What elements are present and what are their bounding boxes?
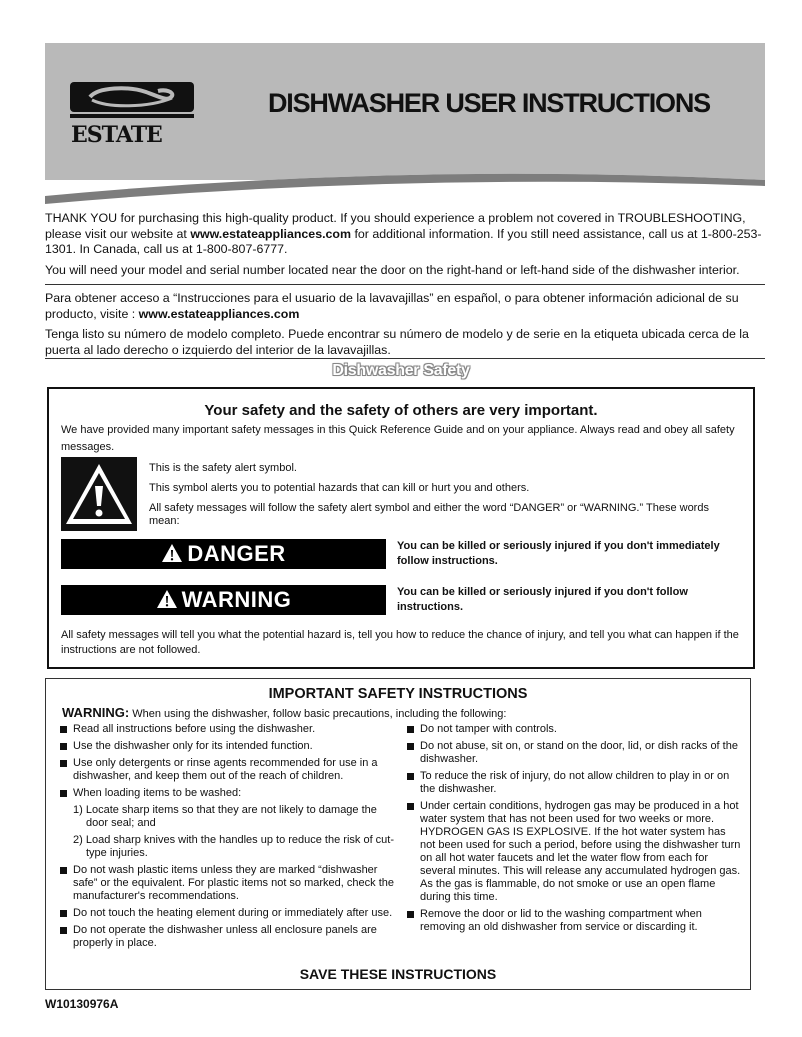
important-warning: WARNING: When using the dishwasher, follow basic precautions, including the following: xyxy=(62,705,507,720)
safety-closing: All safety messages will tell you what the potential hazard is, tell you how to reduce the chance of injury, and tell you what can happen if the instructions are not followed. xyxy=(61,629,739,656)
list-item: Read all instructions before using the dishwasher. xyxy=(60,723,398,736)
list-item: Do not operate the dishwasher unless all enclosure panels are properly in place. xyxy=(60,924,398,950)
save-instructions: SAVE THESE INSTRUCTIONS xyxy=(299,966,497,982)
danger-text: You can be killed or seriously injured if you don't immediately follow instructions. xyxy=(397,540,720,567)
list-item: Use the dishwasher only for its intended function. xyxy=(60,740,398,753)
thank-you-paragraph: THANK YOU for purchasing this high-quality product. If you should experience a problem not covered in TROUBLESHOOTING, please visit our website at www.estateappliances.com for additional information. If you still need assistance, call us at 1-800-253-1301. In Canada, call us at 1-800-807-6777. xyxy=(45,211,762,256)
list-item: Do not abuse, sit on, or stand on the door, lid, or dish racks of the dishwasher. xyxy=(407,740,741,766)
list-item: Do not touch the heating element during or immediately after use. xyxy=(60,907,398,920)
alert-triangle-icon xyxy=(156,589,178,609)
sub-item: 2) Load sharp knives with the handles up to reduce the risk of cut-type injuries. xyxy=(73,834,395,859)
safety-alert-icon xyxy=(61,457,137,531)
sub-item: 1) Locate sharp items so that they are not likely to damage the door seal; and xyxy=(73,804,377,829)
list-item: Use only detergents or rinse agents recommended for use in a dishwasher, and keep them out of the reach of children. xyxy=(60,757,398,783)
list-item: To reduce the risk of injury, do not allow children to play in or on the dishwasher. xyxy=(407,770,741,796)
important-title: IMPORTANT SAFETY INSTRUCTIONS xyxy=(268,686,528,702)
website-link[interactable]: www.estateappliances.com xyxy=(190,226,352,241)
safety-box xyxy=(47,387,755,669)
header-swoosh xyxy=(45,168,765,208)
list-item: Under certain conditions, hydrogen gas may be produced in a hot water system that has not been used for two weeks or more. HYDROGEN GAS IS EXPLOSIVE. If the hot water system has not been used for such a period, before using the dishwasher turn on all hot water faucets and let the water flow from each for several minutes. This will release any accumulated hydrogen gas. As the gas is flammable, do not smoke or use an open flame during this time. xyxy=(407,800,741,904)
symbol-line-1: This is the safety alert symbol. xyxy=(149,462,297,474)
warning-text: You can be killed or seriously injured if you don't follow instructions. xyxy=(397,586,688,613)
symbol-line-2: This symbol alerts you to potential hazards that can kill or hurt you and others. xyxy=(149,482,530,494)
page-title: DISHWASHER USER INSTRUCTIONS xyxy=(268,88,710,118)
safety-title: Your safety and the safety of others are very important. xyxy=(204,402,598,419)
spanish-website-link[interactable]: www.estateappliances.com xyxy=(138,306,300,321)
estate-logo xyxy=(68,82,196,146)
model-serial-paragraph: You will need your model and serial number located near the door on the right-hand or left-hand side of the dishwasher interior. xyxy=(45,262,740,277)
spanish-paragraph-1: Para obtener acceso a “Instrucciones para el usuario de la lavavajillas” en español, o para obtener información adicional de su producto, visite : www.estateappliances.com xyxy=(45,291,739,321)
intro-spanish xyxy=(45,291,765,358)
intro-english xyxy=(45,211,765,278)
list-item: Do not tamper with controls. xyxy=(407,723,741,736)
symbol-line-3: All safety messages will follow the safety alert symbol and either the word “DANGER” or “WARNING.” These words mean: xyxy=(149,502,709,527)
left-column xyxy=(60,723,398,954)
list-item: Remove the door or lid to the washing compartment when removing an old dishwasher from service or discarding it. xyxy=(407,908,741,934)
section-heading: Dishwasher Safety xyxy=(332,362,470,379)
list-item: When loading items to be washed: xyxy=(60,787,398,800)
divider xyxy=(45,284,765,285)
spanish-paragraph-2: Tenga listo su número de modelo completo. Puede encontrar su número de modelo y de serie en la etiqueta ubicada cerca de la puerta al lado derecho o izquierdo del interior de la lavavajillas. xyxy=(45,327,749,357)
part-number: W10130976A xyxy=(45,997,119,1011)
divider xyxy=(45,358,765,359)
danger-banner: DANGER xyxy=(61,539,386,569)
safety-intro: We have provided many important safety messages in this Quick Reference Guide and on your appliance. Always read and obey all safety messages. xyxy=(61,424,735,453)
alert-triangle-icon xyxy=(161,543,183,563)
list-item: Do not wash plastic items unless they are marked “dishwasher safe” or the equivalent. For plastic items not so marked, check the manufacturer's recommendations. xyxy=(60,864,398,903)
warning-banner: WARNING xyxy=(61,585,386,615)
right-column xyxy=(407,723,741,938)
svg-text:ESTATE: ESTATE xyxy=(71,122,162,146)
important-safety-box xyxy=(45,678,751,990)
